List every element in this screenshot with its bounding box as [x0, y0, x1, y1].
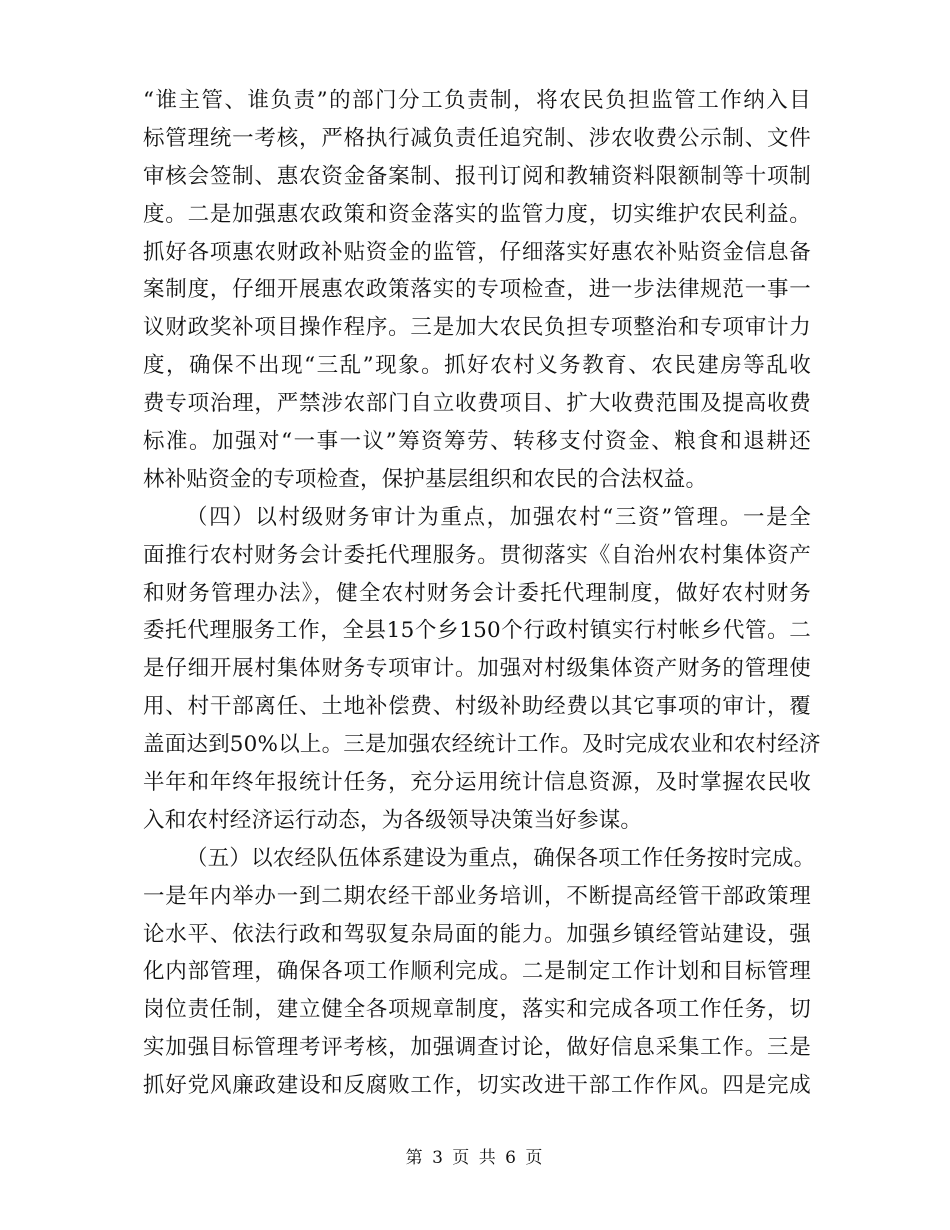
text-line: 一是年内举办一到二期农经干部业务培训，不断提高经管干部政策理: [143, 883, 811, 909]
text-line: 度，确保不出现“三乱”现象。抓好农村义务教育、农民建房等乱收: [143, 353, 811, 379]
text-line: 案制度，仔细开展惠农政策落实的专项检查，进一步法律规范一事一: [143, 277, 811, 303]
text-line: 半年和年终年报统计任务，充分运用统计信息资源，及时掌握农民收: [143, 770, 811, 796]
text-line: 用、村干部离任、土地补偿费、村级补助经费以其它事项的审计，覆: [143, 694, 811, 720]
text-line: 委托代理服务工作，全县15个乡150个行政村镇实行村帐乡代管。二: [143, 618, 811, 644]
text-line: 议财政奖补项目操作程序。三是加大农民负担专项整治和专项审计力: [143, 315, 811, 341]
text-line: （五）以农经队伍体系建设为重点，确保各项工作任务按时完成。: [186, 845, 816, 871]
text-line: 是仔细开展村集体财务专项审计。加强对村级集体资产财务的管理使: [143, 656, 811, 682]
text-line: 标准。加强对“一事一议”筹资筹劳、转移支付资金、粮食和退耕还: [143, 429, 811, 455]
text-line: 费专项治理，严禁涉农部门自立收费项目、扩大收费范围及提高收费: [143, 391, 811, 417]
page-footer: [0, 1143, 950, 1168]
text-line: “谁主管、谁负责”的部门分工负责制，将农民负担监管工作纳入目: [143, 88, 811, 113]
text-line: 标管理统一考核，严格执行减负责任追究制、涉农收费公示制、文件: [143, 125, 811, 151]
text-line: 林补贴资金的专项检查，保护基层组织和农民的合法权益。: [143, 466, 708, 492]
text-line: 面推行农村财务会计委托代理服务。贯彻落实《自治州农村集体资产: [143, 542, 811, 568]
text-line: 实加强目标管理考评考核，加强调查讨论，做好信息采集工作。三是: [143, 1035, 811, 1061]
text-line: 度。二是加强惠农政策和资金落实的监管力度，切实维护农民利益。: [143, 201, 811, 227]
page-number-label: 第 3 页 共 6 页: [405, 1148, 545, 1168]
text-line: 入和农村经济运行动态，为各级领导决策当好参谋。: [143, 807, 643, 833]
text-line: 化内部管理，确保各项工作顺利完成。二是制定工作计划和目标管理: [143, 959, 811, 985]
text-line: 审核会签制、惠农资金备案制、报刊订阅和教辅资料限额制等十项制: [143, 163, 811, 189]
text-line: 盖面达到50%以上。三是加强农经统计工作。及时完成农业和农村经济: [143, 732, 821, 758]
document-body: [143, 82, 821, 1105]
text-line: 抓好党风廉政建设和反腐败工作，切实改进干部工作作风。四是完成: [143, 1073, 811, 1099]
text-line: 和财务管理办法》，健全农村财务会计委托代理制度，做好农村财务: [143, 580, 811, 606]
text-line: （四）以村级财务审计为重点，加强农村“三资”管理。一是全: [186, 504, 811, 530]
text-line: 岗位责任制，建立健全各项规章制度，落实和完成各项工作任务，切: [143, 997, 811, 1023]
text-line: 论水平、依法行政和驾驭复杂局面的能力。加强乡镇经管站建设，强: [143, 921, 811, 947]
text-line: 抓好各项惠农财政补贴资金的监管，仔细落实好惠农补贴资金信息备: [143, 239, 811, 265]
